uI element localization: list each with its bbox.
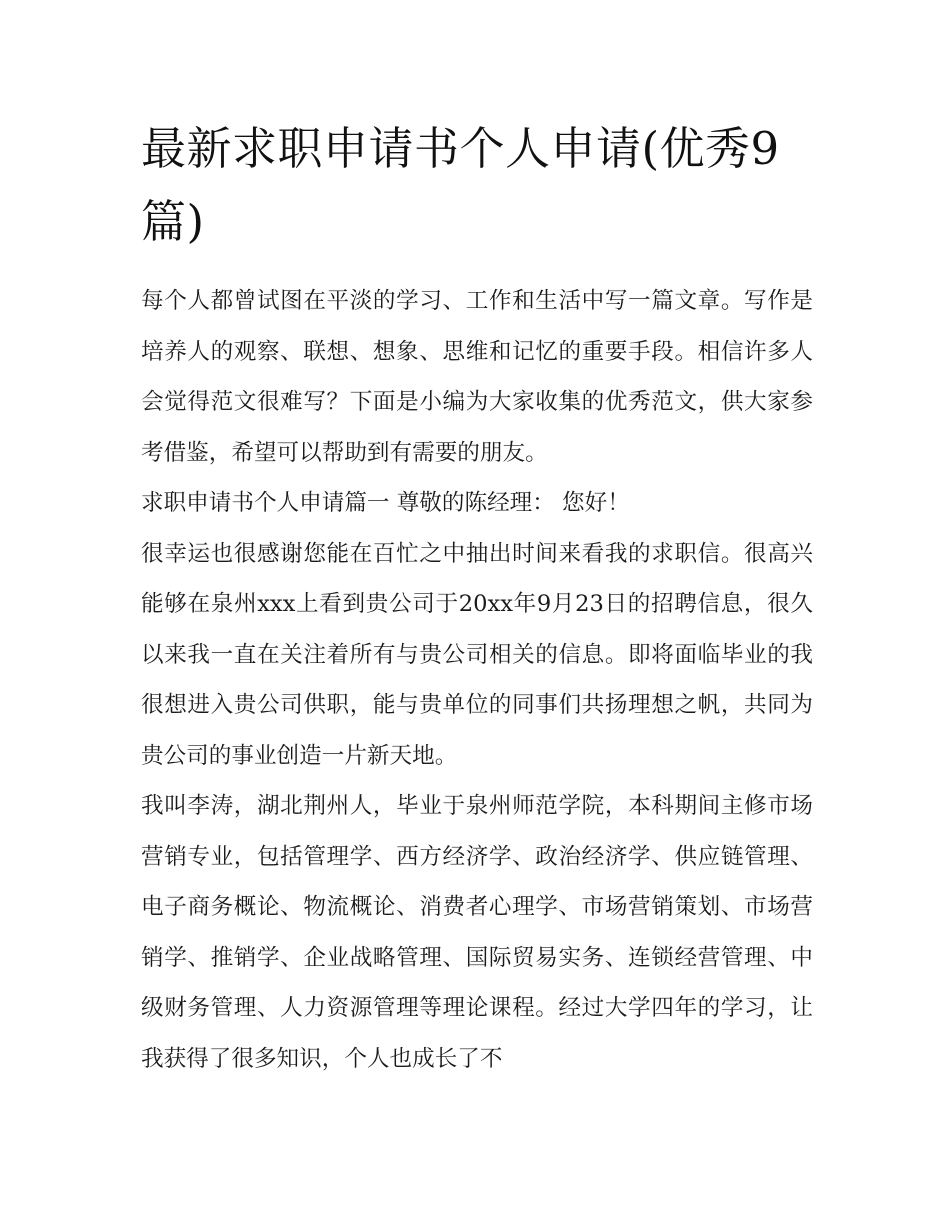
paragraph-opening: 很幸运也很感谢您能在百忙之中抽出时间来看我的求职信。很高兴能够在泉州xxx上看到贵公司于20xx年9月23日的招聘信息，很久以来我一直在关注着所有与贵公司相关的信息。即将面临毕业的我很想进入贵公司供职，能与贵单位的同事们共扬理想之帆，共同为贵公司的事业创造一片新天地。 — [141, 540, 813, 769]
paragraph-background: 我叫李涛，湖北荆州人，毕业于泉州师范学院，本科期间主修市场营销专业，包括管理学、西方经济学、政治经济学、供应链管理、电子商务概论、物流概论、消费者心理学、市场营销策划、市场营销学、推销学、企业战略管理、国际贸易实务、连锁经营管理、中级财务管理、人力资源管理等理论课程。经过大学四年的学习，让我获得了很多知识，个人也成长了不 — [141, 793, 813, 1072]
document-body — [141, 112, 813, 1084]
paragraph-intro: 每个人都曾试图在平淡的学习、工作和生活中写一篇文章。写作是培养人的观察、联想、想象、思维和记忆的重要手段。相信许多人会觉得范文很难写？下面是小编为大家收集的优秀范文，供大家参考借鉴，希望可以帮助到有需要的朋友。 — [141, 288, 813, 466]
document-title: 最新求职申请书个人申请(优秀9篇) — [141, 122, 780, 248]
paragraph-salutation: 求职申请书个人申请篇一 尊敬的陈经理： 您好！ — [141, 490, 630, 516]
